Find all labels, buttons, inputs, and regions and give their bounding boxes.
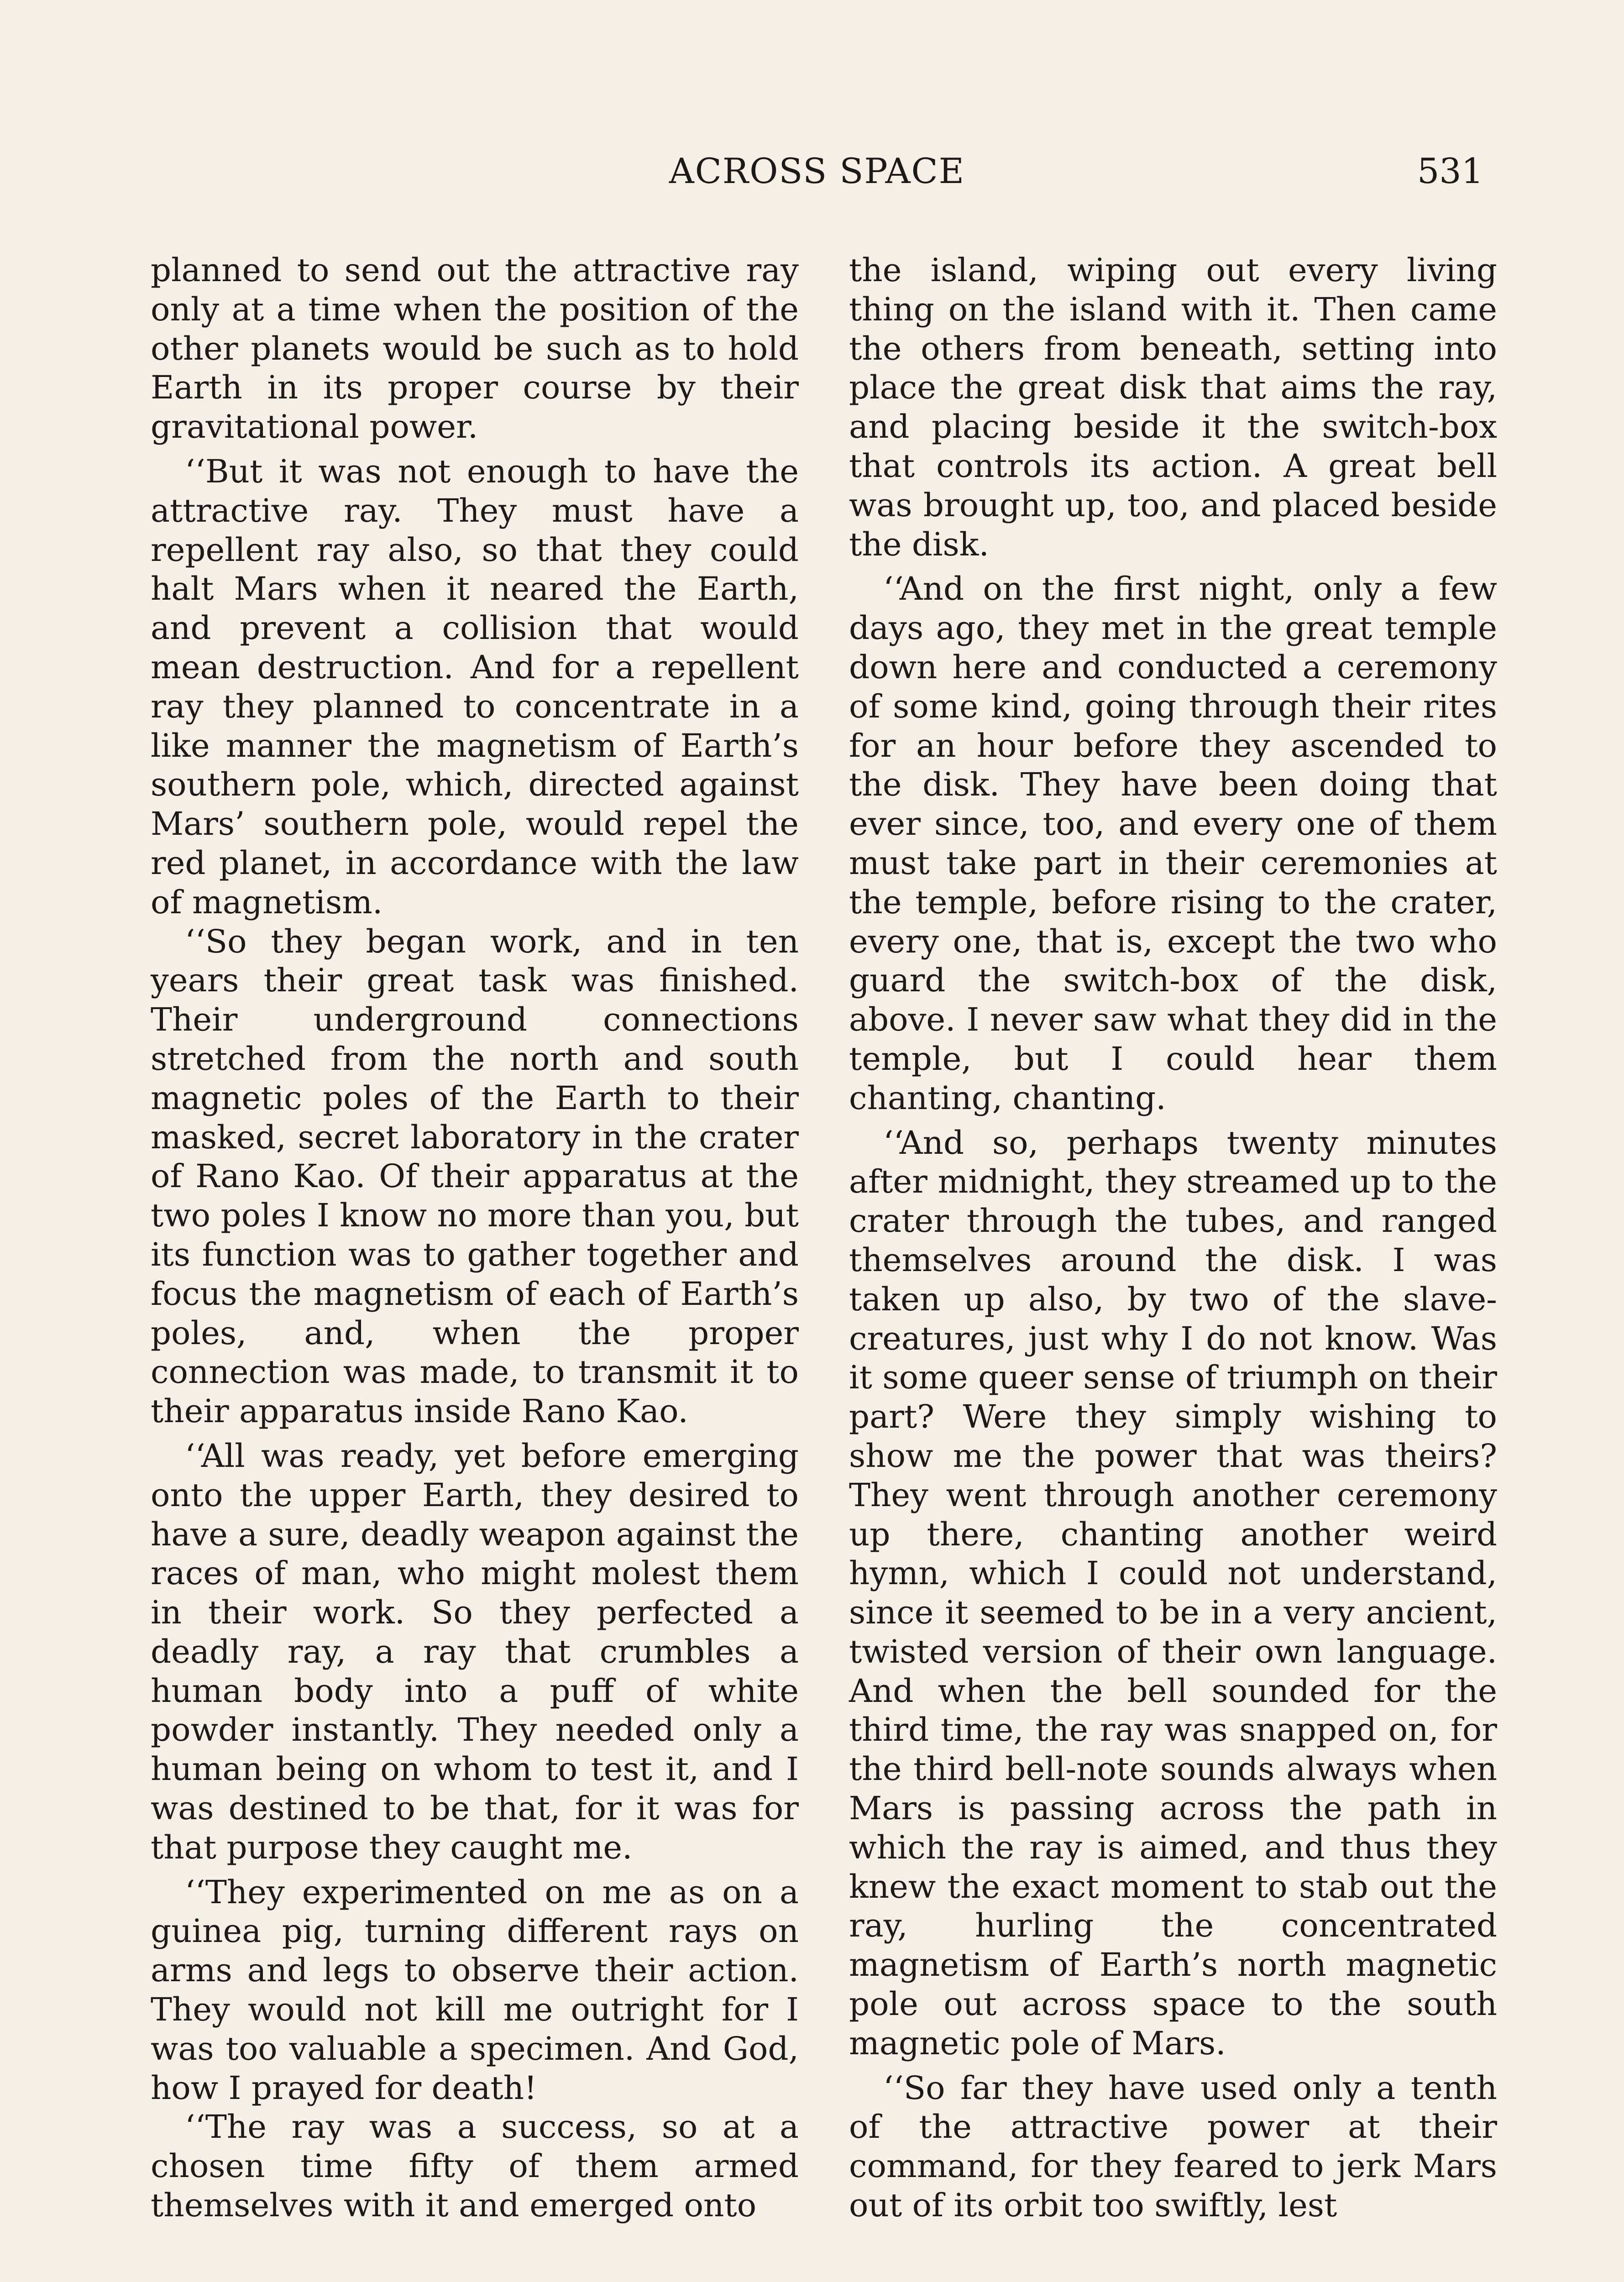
paragraph: ‘‘And so, perhaps twenty minutes after midnight, they streamed up to the crater through the tubes, and ranged themselves around the disk. I was taken up also, by two of the slave-creatures, just why I do not know. Was it some queer sense of triumph on their part? Were they simply wishing to show me the power that was theirs? They went through another ceremony up there, chanting another weird hymn, which I could not understand, since it seemed to be in a very ancient, twisted version of their own language. And when the bell sounded for the third time, the ray was snapped on, for the third bell-note sounds always when Mars is passing across the path in which the ray is aimed, and thus they knew the exact moment to stab out the ray, hurling the concentrated magnetism of Earth’s north magnetic pole out across space to the south magnetic pole of Mars. (849, 1124, 1497, 2062)
paragraph: ‘‘And on the first night, only a few days ago, they met in the great temple down here and conducted a ceremony of some kind, going through their rites for an hour before they ascended to the disk. They have been doing that ever since, too, and every one of them must take part in their ceremonies at the temple, before rising to the crater, every one, that is, except the two who guard the switch-box of the disk, above. I never saw what they did in the temple, but I could hear them chanting, chanting. (849, 570, 1497, 1117)
paragraph: ‘‘They experimented on me as on a guinea pig, turning different rays on arms and legs to observe their action. They would not kill me outright for I was too valuable a specimen. And God, how I prayed for death! (151, 1873, 799, 2107)
paragraph: ‘‘The ray was a success, so at a chosen time fifty of them armed themselves with it and emerged onto (151, 2108, 799, 2224)
running-header (151, 151, 1483, 196)
running-title: ACROSS SPACE (669, 151, 965, 191)
left-column (151, 251, 799, 2225)
right-column (849, 251, 1497, 2225)
page-number: 531 (1417, 151, 1483, 191)
paragraph: ‘‘All was ready, yet before emerging onto the upper Earth, they desired to have a sure, deadly weapon against the races of man, who might molest them in their work. So they perfected a deadly ray, a ray that crumbles a human body into a puff of white powder instantly. They needed only a human being on whom to test it, and I was destined to be that, for it was for that purpose they caught me. (151, 1437, 799, 1866)
paragraph: ‘‘So far they have used only a tenth of the attractive power at their command, for they feared to jerk Mars out of its orbit too swiftly, lest (849, 2069, 1497, 2224)
paragraph: the island, wiping out every living thing on the island with it. Then came the others from beneath, setting into place the great disk that aims the ray, and placing beside it the switch-box that controls its action. A great bell was brought up, too, and placed beside the disk. (849, 251, 1497, 563)
paragraph: ‘‘But it was not enough to have the attractive ray. They must have a repellent ray also, so that they could halt Mars when it neared the Earth, and prevent a collision that would mean destruction. And for a repellent ray they planned to concentrate in a like manner the magnetism of Earth’s southern pole, which, directed against Mars’ southern pole, would repel the red planet, in accordance with the law of magnetism. (151, 452, 799, 921)
paragraph: planned to send out the attractive ray only at a time when the position of the other planets would be such as to hold Earth in its proper course by their gravitational power. (151, 251, 799, 446)
paragraph: ‘‘So they began work, and in ten years their great task was finished. Their underground connections stretched from the north and south magnetic poles of the Earth to their masked, secret laboratory in the crater of Rano Kao. Of their apparatus at the two poles I know no more than you, but its function was to gather together and focus the magnetism of each of Earth’s poles, and, when the proper connection was made, to transmit it to their apparatus inside Rano Kao. (151, 922, 799, 1430)
